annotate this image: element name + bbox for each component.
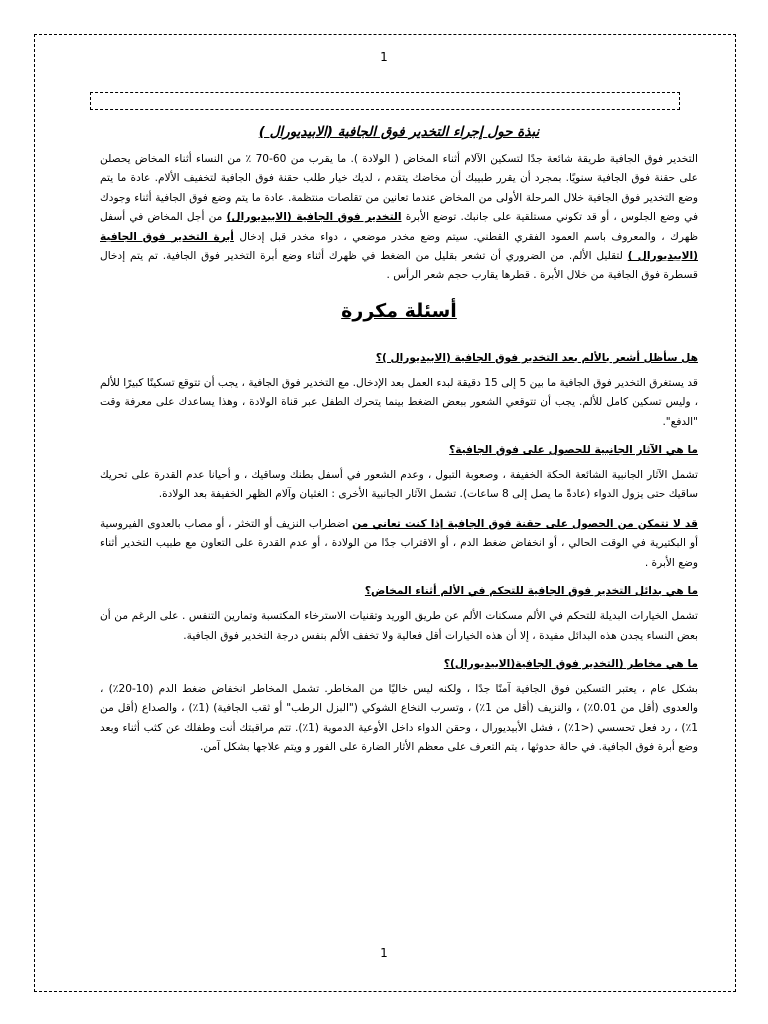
page-number-bottom: 1 [380,946,388,960]
intro-text-1: التخدير فوق الجافية طريقة شائعة جدًا لتسكين الآلام أثناء المخاض ( الولادة ). ما يقرب من 60-70 ٪ من النساء أثناء المخاض يحصلن على حقنة فوق الجافية سنويًا. بمجرد أن يقرر طبيبك أن مخاضك يتقدم ، لديك خيار طلب حقنة فوق الجافية لتخفيف الألام. عادة ما يتم وضع التخدير فوق الجافية خلال المرحلة الأولى من المخاض عندما تعانين من تقلصات منتظمة. عادة ما يتم وضع فوق الجافية أثناء وجودك في وضع الجلوس ، أو قد تكوني مستلقية على جانبك. توضع الأبرة [100,153,699,224]
faq-question: ما هي مخاطر (التخدير فوق الجافية(الابيديورال)؟ [443,657,698,670]
faq-answer: تشمل الخيارات البديلة للتحكم في الألم مسكنات الألم عن طريق الوريد وتقنيات الاسترخاء المكتسبة وتمارين التنفس . على الرغم من أن بعض النساء يجدن هذه البدائل مفيدة ، إلا أن هذه الخيارات أقل فعالية ولا تخفف الألم بنفس درجة التخدير فوق الجافية. [100,610,698,642]
faq-question: ما هي بدائل التخدير فوق الجافية للتحكم في الألم أثناء المخاض؟ [364,585,698,598]
faq-item [100,658,698,758]
faq-answer: تشمل الآثار الجانبية الشائعة الحكة الخفيفة ، وصعوبة التبول ، وعدم الشعور في أسفل بطنك وساقيك ، و أحيانا عدم القدرة على تحريك ساقيك حتى يزول الدواء (عادةً ما يصل إلى 8 ساعات). تشمل الآثار الجانبية الأخرى : الغثيان وآلام الظهر الخفيفة بعد الولادة. [100,469,698,501]
document-body [100,124,698,758]
title-placeholder-box [90,92,680,110]
faq-item [100,444,698,505]
faq-item [100,352,698,432]
document-title: نبذة حول إجراء التخدير فوق الجافية (الابيديورال ) [258,124,540,140]
faq-answer: قد يستغرق التخدير فوق الجافية ما بين 5 إلى 15 دقيقة لبدء العمل بعد الإدخال. مع التخدير فوق الجافية ، يجب أن تتوقع تسكينًا كبيرًا للألم ، وليس تسكين كامل للألم. يجب أن تتوقعي الشعور ببعض الضغط بينما يتحرك الطفل عبر قناة الولادة ، وهذا يساعدك على معرفة وقت "الدفع". [100,376,698,428]
faq-item [100,515,698,573]
page-number-top: 1 [380,50,388,64]
intro-text-3: لتقليل الألم. من الضروري أن تشعر بقليل من الضغط في ظهرك أثناء وضع أبرة التخدير فوق الجافية. تم يتم إدخال قسطرة فوق الجافية من خلال الأبرة . قطرها يقارب حجم شعر الرأس . [100,250,698,282]
faq-answer-with-inline-question [100,515,698,573]
faq-answer: اضطراب النزيف أو التخثر ، أو مصاب بالعدوى الفيروسية أو البكتيرية في الوقت الحالي ، أو انخفاض ضغط الدم ، أو الاقتراب جدًا من الولادة ، أو عدم القدرة على التعاون مع طبيب التخدير أثناء وضع الأبرة . [100,517,698,569]
intro-bold-2: أبرة التخدير فوق الجافية (الابيديورال ) [100,230,698,263]
faq-question: هل سأظل أشعر بالألم بعد التخدير فوق الجافية (الابيديورال )؟ [375,351,698,364]
faq-heading: أسئلة مكررة [341,299,457,322]
faq-question: ما هي الآثار الجانبية للحصول على فوق الجافية؟ [449,444,698,457]
intro-paragraph [100,150,698,286]
intro-text-2: من أجل المخاض في أسفل ظهرك ، والمعروف باسم العمود الفقري القطني. سيتم وضع مخدر موضعي ، دواء مخدر قبل إدخال [100,211,699,243]
faq-answer: بشكل عام ، يعتبر التسكين فوق الجافية آمنًا جدًا ، ولكنه ليس خاليًا من المخاطر. تشمل المخاطر انخفاض ضغط الدم (10-20٪) ، والعدوى (أقل من 0.01٪) ، والنزيف (أقل من 1٪) ، وتسرب النخاع الشوكي ("البزل الرطب" أو ثقب الجافية) (1٪) ، والصداع (أقل من 1٪) ، رد فعل تحسسي (<1٪) ، فشل الأبيديورال ، وحقن الدواء داخل الأوعية الدموية (1٪). تتم مراقبتك أنت وطفلك عن كثب أثناء وبعد وضع أبرة فوق الجافية. في حالة حدوثها ، يتم التعرف على معظم الأثار الضارة على الفور و ويتم علاجها بشكل آمن. [100,682,699,754]
faq-item [100,585,698,646]
intro-bold-1: التخدير فوق الجافية (الابيديورال) [226,211,402,224]
faq-question: قد لا تتمكن من الحصول على حقنة فوق الجافية إذا كنت تعاني من [352,517,698,530]
